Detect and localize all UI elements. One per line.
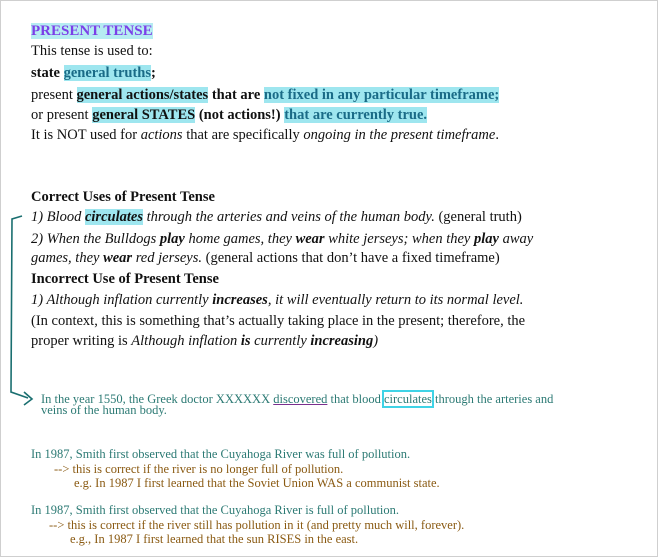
incorrect-example-1: 1) Although inflation currently increases, it will eventually return to its normal level. — [31, 292, 524, 308]
note-1987-past-line-1: In 1987, Smith first observed that the Cuyahoga River was full of pollution. — [31, 447, 411, 461]
correct-example-2-cont: games, they wear red jerseys. (general actions that don’t have a fixed timeframe) — [31, 250, 500, 266]
note-1987-present-line-2: --> this is correct if the river still has pollution in it (and pretty much will, forever). — [49, 518, 465, 532]
correct-uses-heading: Correct Uses of Present Tense — [31, 189, 215, 205]
intro-line-2: state general truths; — [31, 65, 156, 81]
note-1987-past-line-3: e.g. In 1987 I first learned that the Soviet Union WAS a communist state. — [74, 476, 440, 490]
page-title: PRESENT TENSE — [31, 23, 153, 39]
correct-example-1: 1) Blood circulates through the arteries and veins of the human body. (general truth) — [31, 209, 522, 225]
note-1987-present-line-1: In 1987, Smith first observed that the Cuyahoga River is full of pollution. — [31, 503, 400, 517]
intro-line-4: or present general STATES (not actions!) that are currently true. — [31, 107, 428, 123]
note-1987-past-line-2: --> this is correct if the river is no longer full of pollution. — [54, 462, 344, 476]
intro-line-1: This tense is used to: — [31, 43, 153, 59]
incorrect-context-1: (In context, this is something that’s actually taking place in the present; therefore, the — [31, 313, 526, 329]
note-1550-line-2: veins of the human body. — [41, 403, 167, 417]
incorrect-context-2: proper writing is Although inflation is currently increasing) — [31, 333, 379, 349]
note-1987-present-line-3: e.g., In 1987 I first learned that the sun RISES in the east. — [70, 532, 359, 546]
intro-line-5: It is NOT used for actions that are specifically ongoing in the present timeframe. — [31, 127, 499, 143]
incorrect-use-heading: Incorrect Use of Present Tense — [31, 271, 219, 287]
intro-line-3: present general actions/states that are not fixed in any particular timeframe; — [31, 87, 500, 103]
note-1550-line-1: In the year 1550, the Greek doctor XXXXXX discovered that blood circulates through the arteries and — [41, 392, 554, 406]
correct-example-2: 2) When the Bulldogs play home games, they wear white jerseys; when they play away — [31, 231, 534, 247]
